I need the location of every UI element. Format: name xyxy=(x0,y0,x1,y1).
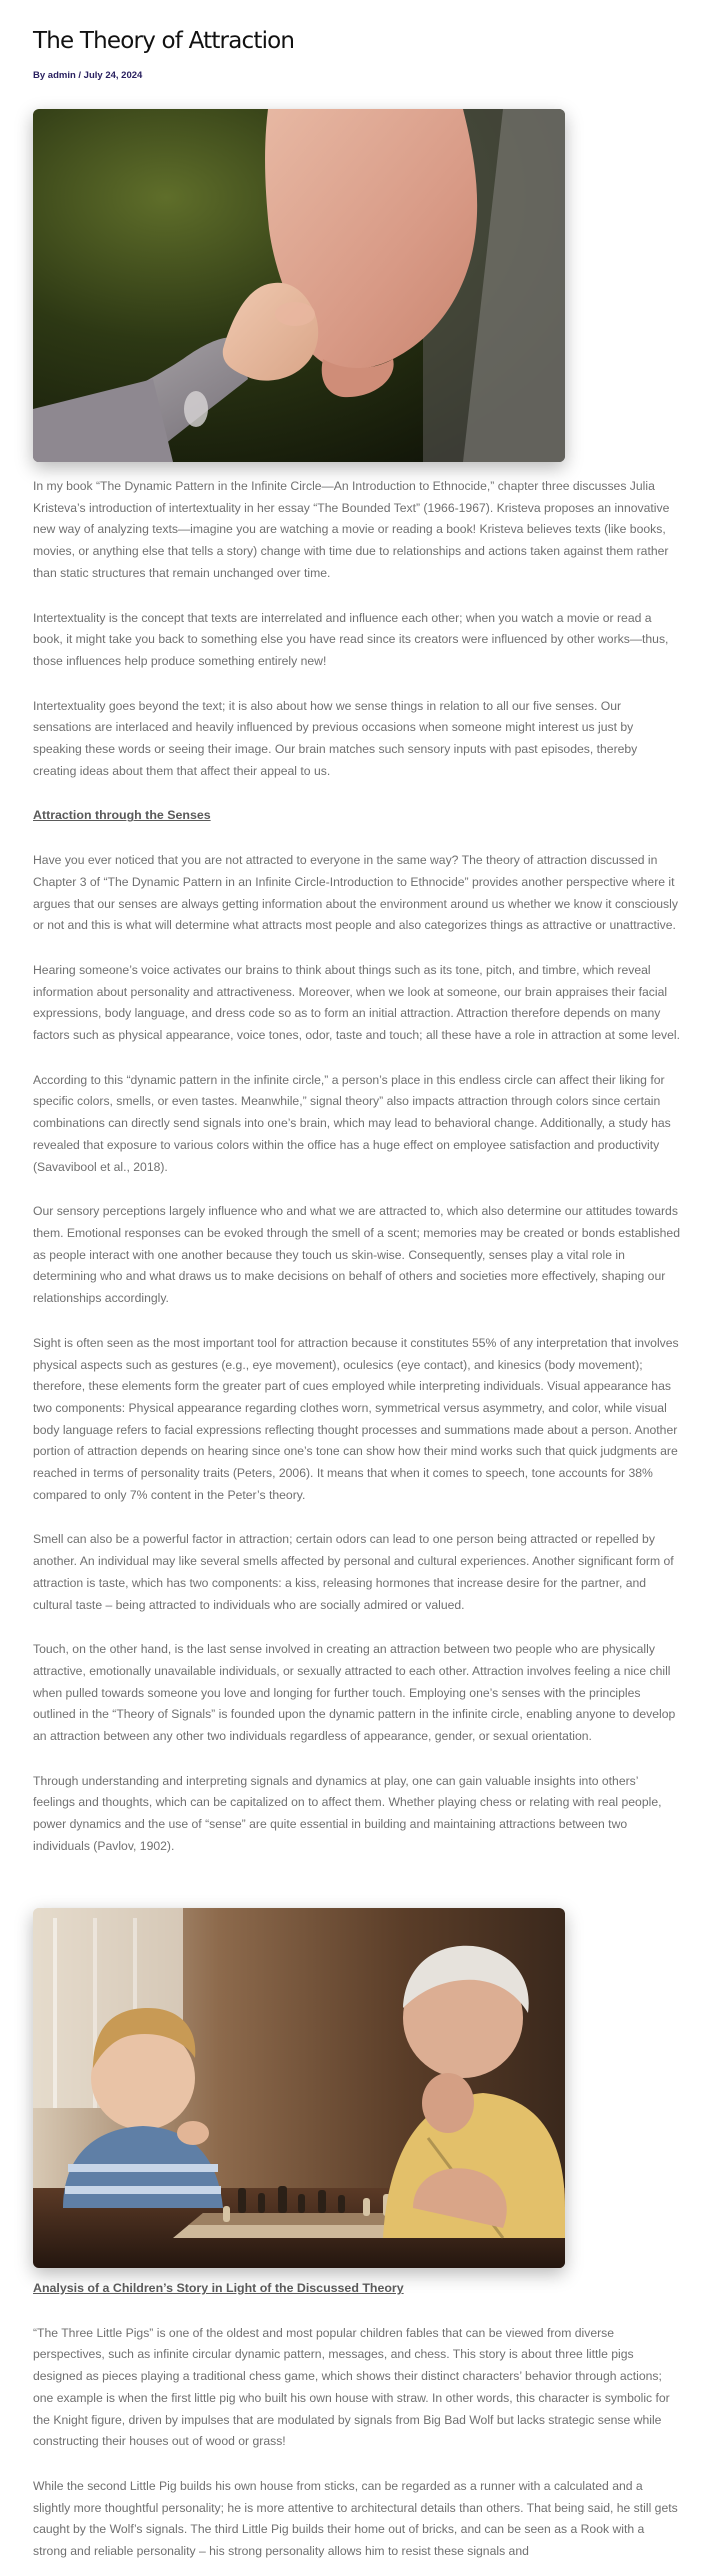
paragraph: Through understanding and interpreting signals and dynamics at play, one can gain valuable insights into others’ feelings and thoughts, which can be capitalized on to affect them. Whether playing chess or relating with real people, power dynamics and the use of “sense” are quite essential in building and maintaining attractions between two individuals (Pavlov, 1902). xyxy=(33,1773,662,1853)
paragraph: Intertextuality is the concept that texts are interrelated and influence each other; when you watch a movie or read a book, it might take you back to something else you have read since its creators were influenced by other works—thus, those influences help produce something entirely new! xyxy=(33,610,669,668)
chess-photo-icon xyxy=(33,1908,565,2268)
paragraph: Intertextuality goes beyond the text; it is also about how we sense things in relation to all our five senses. Our sensations are interlaced and heavily influenced by previous occasions when someone might interest us just by speaking these words or seeing their image. Our brain matches such sensory inputs with past episodes, thereby creating ideas about them that affect their appeal to us. xyxy=(33,698,638,778)
paragraph: Our sensory perceptions largely influence who and what we are attracted to, which also determine our attitudes towards them. Emotional responses can be evoked through the smell of a scent; memories may be created or bonds established as people interact with one another because they touch us skin-wise. Consequently, senses play a vital role in determining who and what draws us to make decisions on behalf of others and societies more effectively, shaping our relationships accordingly. xyxy=(33,1204,680,1306)
paragraph: Smell can also be a powerful factor in attraction; certain odors can lead to one person being attracted or repelled by another. An individual may like several smells affected by personal and cultural experiences. Another significant form of attraction is taste, which has two components: a kiss, releasing hormones that increase desire for the partner, and cultural taste – being attracted to individuals who are socially admired or valued. xyxy=(33,1532,674,1612)
section-heading-senses: Attraction through the Senses xyxy=(33,808,211,823)
section-heading-analysis: Analysis of a Children’s Story in Light of the Discussed Theory xyxy=(33,2281,404,2295)
paragraph: Touch, on the other hand, is the last sense involved in creating an attraction between two people who are physically attractive, emotionally unavailable individuals, or sexually attracted to each other. Attraction involves feeling a nice chill when pulled towards someone you love and longing for further touch. Employing one’s senses with the principles outlined in the “Theory of Signals” is founded upon the dynamic pattern in the infinite circle, enabling anyone to develop an attraction between any other two individuals regardless of appearance, gender, or sexual orientation. xyxy=(33,1642,676,1744)
article-byline: By admin / July 24, 2024 xyxy=(33,70,143,81)
paragraph: While the second Little Pig builds his own house from sticks, can be regarded as a runner with a calculated and a slightly more thoughtful personality; he is more attentive to architectural details than others. That being said, he still gets caught by the Wolf’s signals. The third Little Pig builds their home out of bricks, and can be seen as a Rook with a strong and reliable personality – his strong personality allows him to resist these signals and xyxy=(33,2478,678,2559)
hands-photo xyxy=(33,109,565,462)
paragraph: Hearing someone’s voice activates our brains to think about things such as its tone, pitch, and timbre, which reveal information about personality and attractiveness. Moreover, when we look at someone, our brain appraises their facial expressions, body language, and dress code so as to form an initial attraction. Attraction therefore depends on many factors such as physical appearance, voice tones, odor, taste and touch; all these have a role in attraction at some level. xyxy=(33,962,680,1043)
paragraph: Sight is often seen as the most important tool for attraction because it constitutes 55% of any interpretation that involves physical aspects such as gestures (e.g., eye movement), oculesics (eye contact), and kinesics (body movement); therefore, these elements form the greater part of cues employed while interpreting individuals. Visual appearance has two components: Physical appearance regarding clothes worn, symmetrical versus asymmetry, and color, while visual body language refers to facial expressions reflecting thought processes and summations made about a person. Another portion of attraction depends on hearing since one’s tone can show how their mind works such that quick judgments are reached in terms of personality traits (Peters, 2006). It means that when it comes to speech, tone accounts for 38% compared to only 7% content in the Peter’s theory. xyxy=(33,1335,679,1502)
hands-photo-icon xyxy=(33,109,565,462)
paragraph: Have you ever noticed that you are not attracted to everyone in the same way? The theory of attraction discussed in Chapter 3 of “The Dynamic Pattern in an Infinite Circle-Introduction to Ethnocide” provides another perspective where it argues that our senses are always getting information about the environment around us whether we know it consciously or not and this is what will determine what attracts most people and also categorizes things as attractive or unattractive. xyxy=(33,853,678,933)
page-title: The Theory of Attraction xyxy=(33,28,295,54)
paragraph: According to this “dynamic pattern in the infinite circle,” a person’s place in this endless circle can affect their liking for specific colors, smells, or even tastes. Meanwhile,” signal theory” also impacts attraction through colors since certain combinations can directly send signals into one’s brain, which may lead to behavioral change. Additionally, a study has revealed that exposure to various colors within the office has a huge effect on employee satisfaction and productivity (Savavibool et al., 2018). xyxy=(33,1072,671,1174)
article-body-section-1 xyxy=(33,476,681,1858)
chess-photo xyxy=(33,1908,565,2268)
paragraph: In my book “The Dynamic Pattern in the Infinite Circle—An Introduction to Ethnocide,” chapter three discusses Julia Kristeva’s introduction of intertextuality in her essay “The Bounded Text” (1966-1967). Kristeva proposes an innovative new way of analyzing texts—imagine you are watching a movie or reading a book! Kristeva believes texts (like books, movies, or anything else that tells a story) change with time due to relationships and actions taken against them rather than static structures that remain unchanged over time. xyxy=(33,479,670,580)
paragraph: “The Three Little Pigs” is one of the oldest and most popular children fables that can be viewed from diverse perspectives, such as infinite circular dynamic pattern, messages, and chess. This story is about three little pigs designed as pieces playing a traditional chess game, which shows their distinct characters’ behavior through actions; one example is when the first little pig who built his own house with straw. In other words, this character is symbolic for the Knight figure, driven by impulses that are modulated by signals from Big Bad Wolf but lacks strategic sense while constructing their houses out of wood or grass! xyxy=(33,2325,670,2449)
article-body-section-2 xyxy=(33,2278,681,2563)
